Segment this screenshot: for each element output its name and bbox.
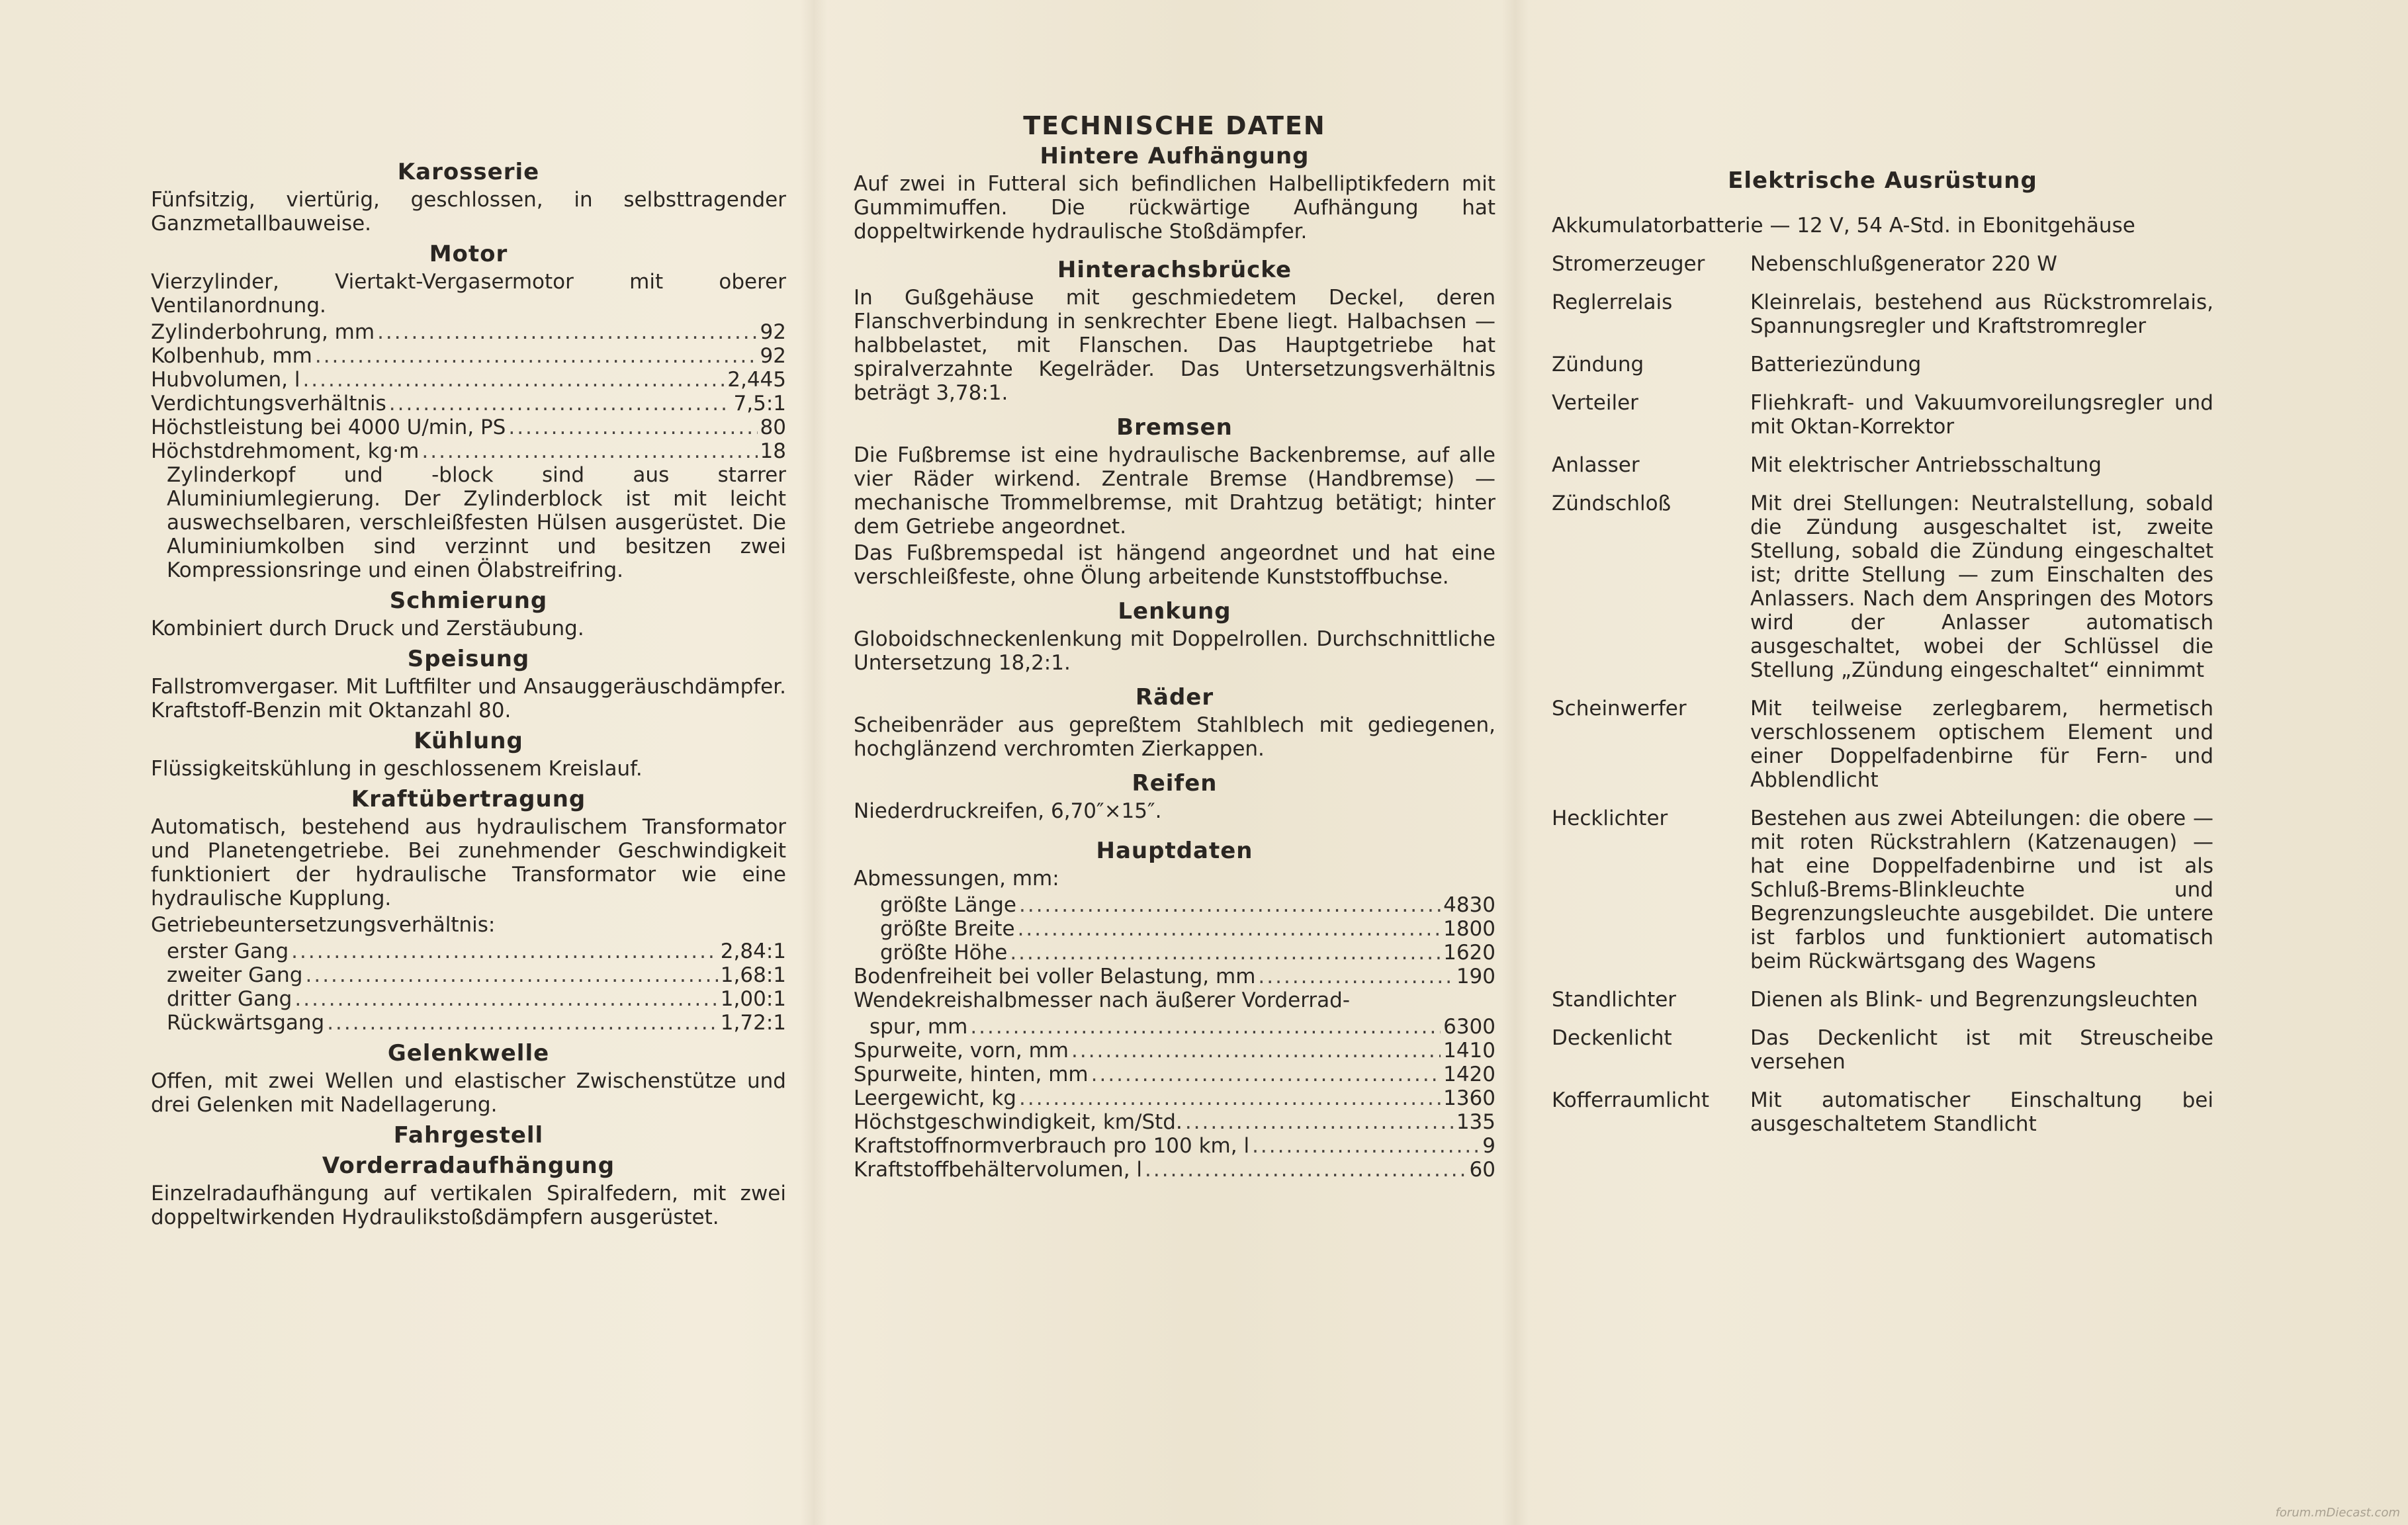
leader-dots — [302, 368, 725, 392]
heading-bremsen: Bremsen — [1116, 414, 1233, 441]
text-gelenkwelle: Offen, mit zwei Wellen und elastischer Zwischenstütze und drei Gelenken mit Nadellagerung. — [151, 1069, 786, 1117]
spec-value: 92 — [760, 320, 786, 344]
leader-dots — [327, 1011, 718, 1035]
heading-elektrische-ausruestung: Elektrische Ausrüstung — [1728, 167, 2037, 194]
electrical-text: Dienen als Blink- und Begrenzungsleuchten — [1750, 988, 2198, 1012]
electrical-text: Mit drei Stellungen: Neutralstellung, sobald die Zündung ausgeschaltet ist, zweite Stellung, sobald die Zündung eingeschaltet ist; dritte Stellung — zum Einschalten des Anlassers. Nach dem Anspringen des Motors wird der Anlasser automatisch ausgeschaltet, wobei der Schlüssel die Stellung „Zündung eingeschaltet“ einnimmt — [1750, 492, 2213, 682]
leader-dots — [1018, 917, 1441, 941]
spec-value: 2,445 — [727, 368, 786, 392]
dim-row — [854, 893, 1495, 917]
text-kuehlung: Flüssigkeitskühlung in geschlossenem Kreislauf. — [151, 757, 643, 781]
heading-schmierung: Schmierung — [389, 588, 548, 614]
leader-dots — [422, 439, 757, 463]
text-motor: Vierzylinder, Viertakt-Vergasermotor mit oberer Ventilanordnung. — [151, 270, 786, 318]
heading-kuehlung: Kühlung — [414, 728, 523, 754]
leader-dots — [1258, 965, 1453, 988]
electrical-row — [1552, 492, 2213, 682]
spec-label: Hubvolumen, l — [151, 368, 300, 392]
text-abmessungen: Abmessungen, mm: — [854, 867, 1059, 891]
gear-label: Rückwärtsgang — [167, 1011, 325, 1035]
dim-label: größte Länge — [880, 893, 1016, 917]
spec-value: 6300 — [1443, 1015, 1495, 1039]
electrical-row — [1552, 1088, 2213, 1136]
spec-label: Verdichtungsverhältnis — [151, 392, 386, 415]
gear-label: erster Gang — [167, 939, 289, 963]
dim-value: 1620 — [1443, 941, 1495, 965]
heading-reifen: Reifen — [1132, 770, 1218, 797]
electrical-label: Zündung — [1552, 353, 1644, 376]
main-data-list — [854, 1039, 1495, 1182]
electrical-label: Verteiler — [1552, 391, 1638, 415]
dim-label: größte Breite — [880, 917, 1015, 941]
heading-hinterachsbruecke: Hinterachsbrücke — [1057, 257, 1292, 283]
spec-value: 9 — [1482, 1134, 1495, 1158]
spec-label: Kraftstoffnormverbrauch pro 100 km, l — [854, 1134, 1250, 1158]
column-right — [1552, 162, 2213, 1151]
electrical-text: Fliehkraft- und Vakuumvoreilungsregler und mit Oktan-Korrektor — [1750, 391, 2213, 439]
gear-ratio-list — [151, 939, 786, 1035]
leader-dots — [291, 939, 718, 963]
gear-value: 1,68:1 — [720, 963, 786, 987]
text-getriebeuntersetzung: Getriebeuntersetzungsverhältnis: — [151, 913, 496, 937]
text-akkumulator: Akkumulatorbatterie — 12 V, 54 A-Std. in Ebonitgehäuse — [1552, 214, 2135, 238]
electrical-label: Deckenlicht — [1552, 1026, 1672, 1050]
spec-value: 18 — [760, 439, 786, 463]
heading-fahrgestell: Fahrgestell — [393, 1122, 544, 1149]
spec-label: Höchstleistung bei 4000 U/min, PS — [151, 415, 506, 439]
gear-value: 1,00:1 — [720, 987, 786, 1011]
electrical-label: Hecklichter — [1552, 806, 1668, 830]
spec-row — [854, 965, 1495, 988]
spec-value: 1360 — [1443, 1086, 1495, 1110]
leader-dots — [294, 987, 717, 1011]
electrical-row — [1552, 453, 2213, 477]
dim-value: 1800 — [1443, 917, 1495, 941]
text-lenkung: Globoidschneckenlenkung mit Doppelrollen. Durchschnittliche Untersetzung 18,2:1. — [854, 627, 1495, 675]
spec-label: Spurweite, hinten, mm — [854, 1063, 1089, 1086]
electrical-row — [1552, 806, 2213, 973]
spec-value: 7,5:1 — [733, 392, 786, 415]
heading-vorderradaufhaengung: Vorderradaufhängung — [322, 1153, 615, 1179]
dim-label: größte Höhe — [880, 941, 1008, 965]
leader-dots — [1091, 1063, 1441, 1086]
spec-row — [151, 320, 786, 344]
dim-value: 4830 — [1443, 893, 1495, 917]
text-bremsen: Die Fußbremse ist eine hydraulische Backenbremse, auf alle vier Räder wirkend. Zentrale Bremse (Handbremse) — mechanische Trommelbremse, mit Drahtzug betätigt; hinter dem Getriebe angeordnet. — [854, 443, 1495, 539]
spec-value: 135 — [1456, 1110, 1495, 1134]
spec-row — [854, 1039, 1495, 1063]
heading-speisung: Speisung — [407, 646, 530, 672]
text-vorderradaufhaengung: Einzelradaufhängung auf vertikalen Spiralfedern, mit zwei doppeltwirkenden Hydraulikstoßdämpfern ausgerüstet. — [151, 1182, 786, 1229]
electrical-label: Zündschloß — [1552, 492, 1672, 515]
watermark: forum.mDiecast.com — [2275, 1506, 2400, 1520]
spec-label: Kolbenhub, mm — [151, 344, 312, 368]
spec-label: Höchstgeschwindigkeit, km/Std. — [854, 1110, 1182, 1134]
spec-row — [151, 439, 786, 463]
electrical-text: Kleinrelais, bestehend aus Rückstromrelais, Spannungsregler und Kraftstromregler — [1750, 290, 2213, 338]
electrical-row — [1552, 1026, 2213, 1074]
electrical-label: Scheinwerfer — [1552, 697, 1687, 720]
electrical-label: Kofferraumlicht — [1552, 1088, 1710, 1112]
dim-row — [854, 917, 1495, 941]
leader-dots — [1071, 1039, 1441, 1063]
electrical-label: Stromerzeuger — [1552, 252, 1705, 276]
leader-dots — [970, 1015, 1441, 1039]
spec-row — [854, 1015, 1495, 1039]
gear-value: 2,84:1 — [720, 939, 786, 963]
spec-value: 80 — [760, 415, 786, 439]
heading-gelenkwelle: Gelenkwelle — [387, 1040, 550, 1067]
electrical-label: Reglerrelais — [1552, 290, 1673, 314]
spec-label: Höchstdrehmoment, kg·m — [151, 439, 420, 463]
spec-value: 1410 — [1443, 1039, 1495, 1063]
electrical-row — [1552, 252, 2213, 276]
spec-row — [151, 368, 786, 392]
electrical-row — [1552, 290, 2213, 338]
electrical-list — [1552, 252, 2213, 1136]
spec-value: 60 — [1469, 1158, 1495, 1182]
heading-kraftuebertragung: Kraftübertragung — [351, 786, 586, 812]
leader-dots — [389, 392, 731, 415]
dimensions-list — [854, 893, 1495, 965]
electrical-row — [1552, 697, 2213, 792]
page-fold-left — [801, 0, 827, 1525]
leader-dots — [305, 963, 717, 987]
leader-dots — [377, 320, 757, 344]
heading-raeder: Räder — [1135, 684, 1214, 711]
spec-value: 92 — [760, 344, 786, 368]
electrical-label: Anlasser — [1552, 453, 1640, 477]
leader-dots — [1145, 1158, 1467, 1182]
spec-row — [151, 392, 786, 415]
electrical-row — [1552, 353, 2213, 376]
text-hinterachsbruecke: In Gußgehäuse mit geschmiedetem Deckel, deren Flanschverbindung in senkrechter Ebene liegt. Halbachsen — halbbelastet, mit Flanschen. Das Hauptgetriebe hat spiralverzahnte Kegelräder. Das Untersetzungsverhältnis beträgt 3,78:1. — [854, 286, 1495, 405]
spec-label: Leergewicht, kg — [854, 1086, 1016, 1110]
column-middle — [854, 111, 1495, 1182]
text-reifen: Niederdruckreifen, 6,70″×15″. — [854, 799, 1162, 823]
leader-dots — [1010, 941, 1441, 965]
spec-row — [854, 1134, 1495, 1158]
text-kraftuebertragung: Automatisch, bestehend aus hydraulischem Transformator und Planetengetriebe. Bei zunehmender Geschwindigkeit funktioniert der hydraulische Transformator wie eine hydraulische Kupplung. — [151, 815, 786, 910]
electrical-text: Mit elektrischer Antriebsschaltung — [1750, 453, 2102, 477]
spec-label: Bodenfreiheit bei voller Belastung, mm — [854, 965, 1256, 988]
spec-label: Zylinderbohrung, mm — [151, 320, 375, 344]
spec-row — [151, 344, 786, 368]
gear-row — [151, 939, 786, 963]
gear-label: dritter Gang — [167, 987, 292, 1011]
spec-value: 1420 — [1443, 1063, 1495, 1086]
electrical-row — [1552, 988, 2213, 1012]
spec-label: spur, mm — [870, 1015, 968, 1039]
spec-row — [854, 1063, 1495, 1086]
heading-lenkung: Lenkung — [1118, 598, 1231, 625]
spec-row — [854, 1158, 1495, 1182]
electrical-text: Batteriezündung — [1750, 353, 1922, 376]
leader-dots — [1019, 1086, 1441, 1110]
electrical-text: Bestehen aus zwei Abteilungen: die obere — mit roten Rückstrahlern (Katzenaugen) — hat eine Doppelfadenbirne und ist als Schluß-Brems-Blinkleuchte und Begrenzungsleuchte ausgebildet. Die untere ist farblos und funktioniert automatisch beim Rückwärtsgang des Wagens — [1750, 806, 2213, 973]
spec-value: 190 — [1456, 965, 1495, 988]
page-fold-right — [1502, 0, 1529, 1525]
text-wendekreis: Wendekreishalbmesser nach äußerer Vorderrad- — [854, 988, 1351, 1012]
leader-dots — [315, 344, 758, 368]
heading-karosserie: Karosserie — [397, 159, 540, 185]
column-left — [151, 153, 786, 1232]
spec-row — [854, 1086, 1495, 1110]
electrical-text: Mit automatischer Einschaltung bei ausgeschaltetem Standlicht — [1750, 1088, 2213, 1136]
spec-label: Kraftstoffbehältervolumen, l — [854, 1158, 1143, 1182]
heading-hauptdaten: Hauptdaten — [1096, 838, 1253, 864]
gear-row — [151, 1011, 786, 1035]
motor-spec-list — [151, 320, 786, 463]
spec-row — [854, 1110, 1495, 1134]
leader-dots — [1252, 1134, 1480, 1158]
text-hintere-aufhaengung: Auf zwei in Futteral sich befindlichen Halbelliptikfedern mit Gummimuffen. Die rückwärtige Aufhängung hat doppeltwirkende hydraulische Stoßdämpfer. — [854, 172, 1495, 243]
electrical-row — [1552, 391, 2213, 439]
text-karosserie: Fünfsitzig, viertürig, geschlossen, in selbsttragender Ganzmetallbauweise. — [151, 188, 786, 236]
text-schmierung: Kombiniert durch Druck und Zerstäubung. — [151, 617, 584, 640]
text-raeder: Scheibenräder aus gepreßtem Stahlblech mit gediegenen, hochglänzend verchromten Zierkappen. — [854, 713, 1495, 761]
leader-dots — [1019, 893, 1441, 917]
electrical-text: Nebenschlußgenerator 220 W — [1750, 252, 2057, 276]
heading-motor: Motor — [429, 241, 508, 267]
electrical-text: Mit teilweise zerlegbarem, hermetisch verschlossenem optischem Element und einer Doppelfadenbirne für Fern- und Abblendlicht — [1750, 697, 2213, 792]
gear-value: 1,72:1 — [720, 1011, 786, 1035]
text-bremsen-pedal: Das Fußbremspedal ist hängend angeordnet und hat eine verschleißfeste, ohne Ölung arbeitende Kunststoffbuchse. — [854, 541, 1495, 589]
page-title: TECHNISCHE DATEN — [1023, 111, 1326, 140]
electrical-text: Das Deckenlicht ist mit Streuscheibe versehen — [1750, 1026, 2213, 1074]
spec-label: Spurweite, vorn, mm — [854, 1039, 1069, 1063]
text-speisung: Fallstromvergaser. Mit Luftfilter und Ansauggeräuschdämpfer. Kraftstoff-Benzin mit Oktanzahl 80. — [151, 675, 786, 722]
gear-row — [151, 987, 786, 1011]
text-motor-details: Zylinderkopf und -block sind aus starrer Aluminiumlegierung. Der Zylinderblock ist mit leicht auswechselbaren, verschleißfesten Hülsen ausgerüstet. Die Aluminiumkolben sind verzinnt und besitzen zwei Kompressionsringe und einen Ölabstreifring. — [167, 463, 786, 582]
leader-dots — [1185, 1110, 1454, 1134]
spec-row — [151, 415, 786, 439]
electrical-label: Standlichter — [1552, 988, 1677, 1012]
gear-label: zweiter Gang — [167, 963, 303, 987]
gear-row — [151, 963, 786, 987]
heading-hintere-aufhaengung: Hintere Aufhängung — [1040, 143, 1310, 169]
dim-row — [854, 941, 1495, 965]
leader-dots — [508, 415, 757, 439]
